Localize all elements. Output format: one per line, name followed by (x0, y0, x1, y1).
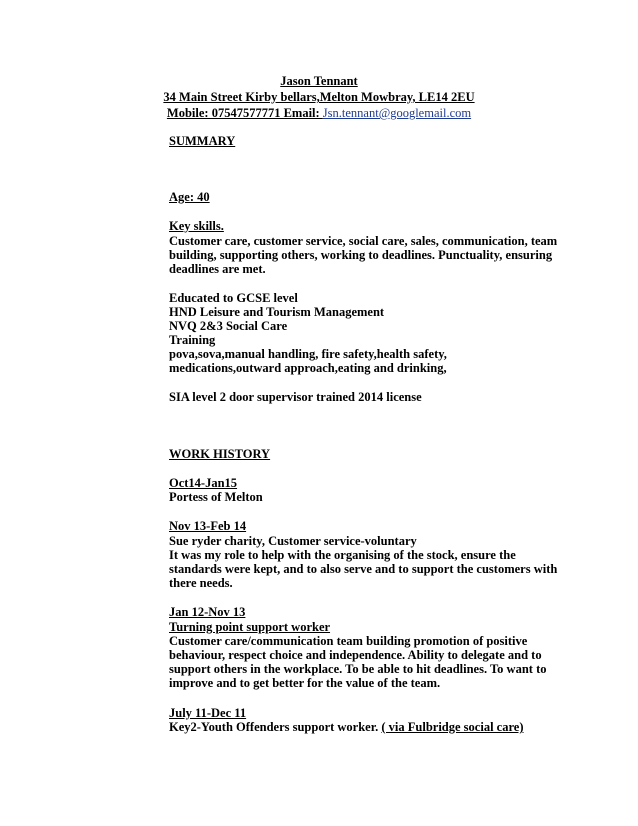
sia-license: SIA level 2 door supervisor trained 2014 license (169, 390, 422, 404)
job-dates: Nov 13-Feb 14 (169, 519, 247, 533)
work-history-heading: WORK HISTORY (169, 447, 271, 461)
education-line: Training (169, 333, 216, 347)
job-description-line: Customer care/communication team building promotion of positive (169, 634, 528, 648)
job-description-line: improve and to get better for the value of the team. (169, 676, 441, 690)
job-description-line: standards were kept, and to also serve and to support the customers with (169, 562, 558, 576)
candidate-name: Jason Tennant (280, 74, 358, 88)
education-line: medications,outward approach,eating and drinking, (169, 361, 447, 375)
education-line: Educated to GCSE level (169, 291, 298, 305)
email-link[interactable]: Jsn.tennant@googlemail.com (322, 106, 472, 120)
education-line: HND Leisure and Tourism Management (169, 305, 385, 319)
job-description-line: support others in the workplace. To be able to hit deadlines. To want to (169, 662, 547, 676)
job-description-line: It was my role to help with the organising of the stock, ensure the (169, 548, 516, 562)
summary-heading: SUMMARY (169, 134, 236, 148)
education-line: NVQ 2&3 Social Care (169, 319, 288, 333)
education-line: pova,sova,manual handling, fire safety,health safety, (169, 347, 447, 361)
key-skills-line: deadlines are met. (169, 262, 266, 276)
key-skills-line: building, supporting others, working to deadlines. Punctuality, ensuring (169, 248, 553, 262)
job-dates: Oct14-Jan15 (169, 476, 238, 490)
contact-line (0, 106, 638, 120)
job-description-line: behaviour, respect choice and independence. Ability to delegate and to (169, 648, 542, 662)
key-skills-line: Customer care, customer service, social care, sales, communication, team (169, 234, 558, 248)
job-title-main: Key2-Youth Offenders support worker. (169, 720, 382, 734)
address: 34 Main Street Kirby bellars,Melton Mowbray, LE14 2EU (163, 90, 475, 104)
job-title (169, 720, 524, 734)
job-dates: Jan 12-Nov 13 (169, 605, 246, 619)
key-skills-heading: Key skills. (169, 219, 224, 233)
job-description-line: there needs. (169, 576, 233, 590)
job-title: Portess of Melton (169, 490, 263, 504)
job-title: Turning point support worker (169, 620, 331, 634)
contact-prefix: Mobile: 07547577771 Email: (166, 106, 323, 120)
job-title-agency: ( via Fulbridge social care) (381, 720, 524, 734)
age-line: Age: 40 (169, 190, 210, 204)
job-title: Sue ryder charity, Customer service-voluntary (169, 534, 417, 548)
job-dates: July 11-Dec 11 (169, 706, 247, 720)
